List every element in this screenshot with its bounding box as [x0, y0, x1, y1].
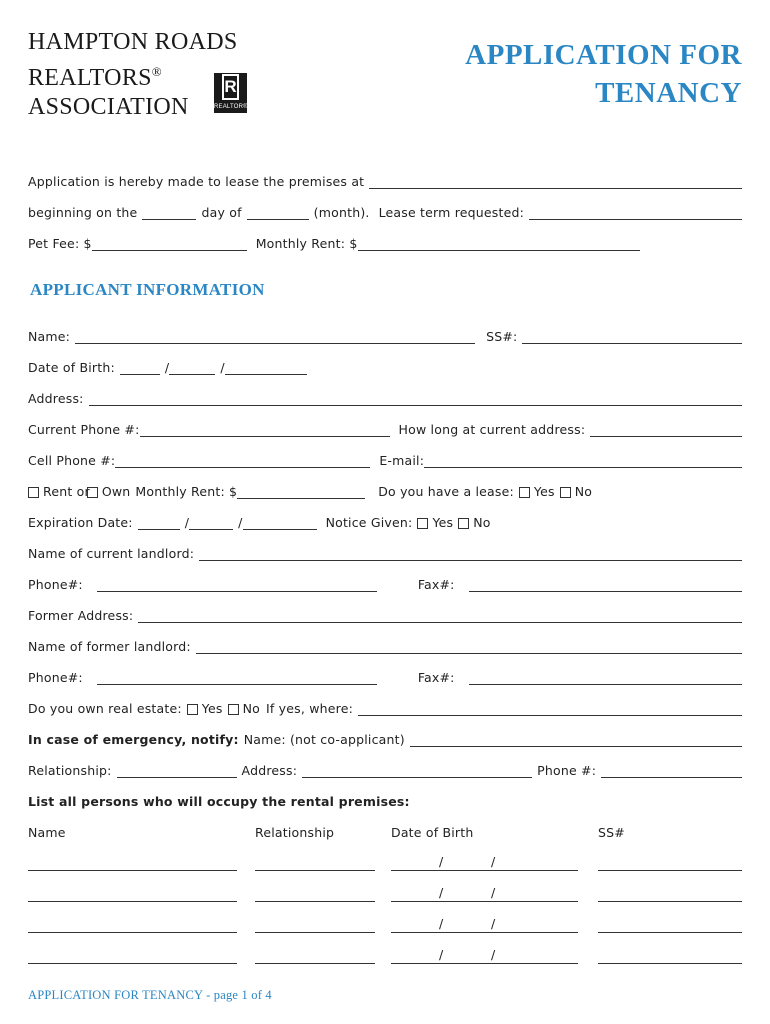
former-landlord-phone-field[interactable] [97, 671, 377, 685]
former-landlord-label: Name of former landlord: [28, 639, 191, 654]
emergency-address-label: Address: [241, 763, 298, 778]
day-of-label: day of [201, 205, 242, 220]
how-long-field[interactable] [590, 423, 742, 437]
dob-month-field[interactable] [120, 361, 160, 375]
realtor-logo-icon [214, 73, 247, 113]
address-row [28, 390, 742, 408]
rent-own-row [28, 483, 742, 501]
intro-monthly-rent-label: Monthly Rent: $ [255, 236, 358, 251]
premises-row [28, 173, 742, 191]
emergency-phone-field[interactable] [601, 764, 742, 778]
occupant-relationship-field[interactable] [255, 900, 375, 902]
rent-checkbox[interactable] [28, 483, 90, 501]
title-line-2: TENANCY [595, 77, 742, 109]
checkbox-icon [87, 487, 98, 498]
emergency-phone-label: Phone #: [537, 763, 597, 778]
dob-label: Date of Birth: [28, 360, 115, 375]
current-phone-label: Current Phone #: [28, 422, 140, 437]
notice-label: Notice Given: [325, 515, 413, 530]
current-landlord-row [28, 545, 742, 563]
pet-fee-field[interactable] [92, 237, 247, 251]
expiration-label: Expiration Date: [28, 515, 133, 530]
start-month-field[interactable] [247, 206, 309, 220]
checkbox-icon [187, 704, 198, 715]
lease-no-checkbox[interactable] [560, 483, 592, 501]
current-phone-row [28, 421, 742, 439]
org-line-1: HAMPTON ROADS [28, 29, 238, 55]
no-label: No [473, 515, 491, 530]
expiration-day-field[interactable] [189, 516, 233, 530]
registered-mark: ® [151, 64, 162, 79]
real-estate-row [28, 700, 742, 718]
emergency-heading: In case of emergency, notify: [28, 732, 239, 747]
current-landlord-phone-field[interactable] [97, 578, 377, 592]
dob-row: Date of Birth: / / [28, 359, 742, 377]
intro-monthly-rent-field[interactable] [358, 237, 640, 251]
emergency-relationship-field[interactable] [117, 764, 237, 778]
former-landlord-phone-row [28, 669, 742, 687]
cell-phone-label: Cell Phone #: [28, 453, 116, 468]
yes-label: Yes [432, 515, 454, 530]
checkbox-icon [417, 518, 428, 529]
lease-term-label: Lease term requested: [378, 205, 525, 220]
org-line-2-text: REALTORS [28, 65, 152, 91]
notice-yes-checkbox[interactable] [417, 514, 453, 532]
emergency-name-label: Name: (not co-applicant) [243, 732, 405, 747]
dob-separator: / [439, 885, 444, 900]
emergency-relationship-row [28, 762, 742, 780]
real-estate-no-checkbox[interactable] [228, 700, 260, 718]
phone-label: Phone#: [28, 670, 83, 685]
beginning-label: beginning on the [28, 205, 138, 220]
fax-label: Fax#: [417, 577, 455, 592]
premises-field[interactable] [369, 175, 742, 189]
organization-name [28, 28, 238, 122]
rent-amount-label: Monthly Rent: $ [135, 484, 238, 499]
former-landlord-fax-field[interactable] [469, 671, 742, 685]
current-landlord-label: Name of current landlord: [28, 546, 195, 561]
yes-label: Yes [201, 701, 223, 716]
occupants-col-ss: SS# [598, 825, 625, 840]
occupant-name-field[interactable] [28, 931, 237, 933]
address-label: Address: [28, 391, 84, 406]
checkbox-icon [458, 518, 469, 529]
premises-label: Application is hereby made to lease the premises at [28, 174, 365, 189]
dob-separator: / [439, 854, 444, 869]
emergency-address-field[interactable] [302, 764, 532, 778]
name-row [28, 328, 742, 346]
org-line-3: ASSOCIATION [28, 94, 189, 120]
how-long-label: How long at current address: [398, 422, 586, 437]
section-title-applicant-information: APPLICANT INFORMATION [30, 280, 265, 299]
emergency-row [28, 731, 742, 749]
expiration-month-field[interactable] [138, 516, 180, 530]
current-phone-field[interactable] [140, 423, 390, 437]
occupants-heading-row [28, 793, 742, 811]
current-landlord-phone-row [28, 576, 742, 594]
month-label: (month). [313, 205, 370, 220]
occupants-heading: List all persons who will occupy the rental premises: [28, 794, 410, 809]
org-line-2 [28, 57, 238, 93]
occupant-dob-field[interactable] [391, 869, 578, 871]
former-address-label: Former Address: [28, 608, 134, 623]
rent-amount-field[interactable] [237, 485, 365, 499]
no-label: No [242, 701, 260, 716]
no-label: No [574, 484, 593, 499]
lease-term-field[interactable] [529, 206, 742, 220]
start-day-field[interactable] [142, 206, 196, 220]
fax-label: Fax#: [417, 670, 455, 685]
occupants-col-name: Name [28, 825, 66, 840]
occupant-ss-field[interactable] [598, 962, 742, 964]
occupant-ss-field[interactable] [598, 931, 742, 933]
rent-label: Rent or [43, 484, 90, 499]
occupant-name-field[interactable] [28, 962, 237, 964]
occupants-col-dob: Date of Birth [391, 825, 474, 840]
if-yes-label: If yes, where: [265, 701, 353, 716]
realtor-logo-letter: R [222, 74, 239, 100]
address-field[interactable] [89, 392, 742, 406]
dob-separator: / [491, 885, 496, 900]
name-label: Name: [28, 329, 71, 344]
checkbox-icon [28, 487, 39, 498]
occupant-dob-field[interactable] [391, 900, 578, 902]
current-landlord-field[interactable] [199, 547, 742, 561]
occupant-name-field[interactable] [28, 900, 237, 902]
occupants-col-relationship: Relationship [255, 825, 335, 840]
checkbox-icon [560, 487, 571, 498]
emergency-name-field[interactable] [410, 733, 742, 747]
dob-separator: / [491, 916, 496, 931]
dob-day-field[interactable] [169, 361, 215, 375]
email-field[interactable] [424, 454, 742, 468]
yes-label: Yes [533, 484, 555, 499]
occupant-dob-field[interactable] [391, 931, 578, 933]
real-estate-where-field[interactable] [358, 702, 742, 716]
document-title [465, 36, 742, 112]
occupant-ss-field[interactable] [598, 900, 742, 902]
occupant-relationship-field[interactable] [255, 962, 375, 964]
realtor-logo-text: REALTOR® [214, 104, 248, 110]
dob-year-field[interactable] [225, 361, 307, 375]
cell-phone-row [28, 452, 742, 470]
former-landlord-row [28, 638, 742, 656]
occupant-ss-field[interactable] [598, 869, 742, 871]
expiration-year-field[interactable] [243, 516, 317, 530]
occupant-relationship-field[interactable] [255, 869, 375, 871]
occupant-relationship-field[interactable] [255, 931, 375, 933]
occupant-dob-field[interactable] [391, 962, 578, 964]
expiration-row: Expiration Date: / / Notice Given: Yes No [28, 515, 491, 530]
name-field[interactable] [75, 330, 475, 344]
dob-separator: / [491, 947, 496, 962]
ss-field[interactable] [522, 330, 742, 344]
former-address-row [28, 607, 742, 625]
own-checkbox[interactable] [87, 483, 131, 501]
pet-fee-label: Pet Fee: $ [28, 236, 92, 251]
lease-start-row [28, 204, 742, 222]
notice-no-checkbox[interactable] [458, 514, 490, 532]
checkbox-icon [519, 487, 530, 498]
own-real-estate-label: Do you own real estate: [28, 701, 182, 716]
relationship-label: Relationship: [28, 763, 112, 778]
occupant-name-field[interactable] [28, 869, 237, 871]
lease-yes-checkbox[interactable] [519, 483, 555, 501]
dob-separator: / [439, 947, 444, 962]
cell-phone-field[interactable] [115, 454, 370, 468]
dob-separator: / [439, 916, 444, 931]
email-label: E-mail: [379, 453, 425, 468]
phone-label: Phone#: [28, 577, 83, 592]
own-label: Own [101, 484, 131, 499]
checkbox-icon [228, 704, 239, 715]
former-address-field[interactable] [138, 609, 742, 623]
real-estate-yes-checkbox[interactable] [187, 700, 223, 718]
dob-separator: / [491, 854, 496, 869]
title-line-1: APPLICATION FOR [465, 39, 742, 71]
former-landlord-field[interactable] [196, 640, 742, 654]
have-lease-label: Do you have a lease: [378, 484, 514, 499]
ss-label: SS#: [486, 329, 518, 344]
page-footer: APPLICATION FOR TENANCY - page 1 of 4 [28, 988, 272, 1002]
fee-row [28, 235, 742, 253]
current-landlord-fax-field[interactable] [469, 578, 742, 592]
